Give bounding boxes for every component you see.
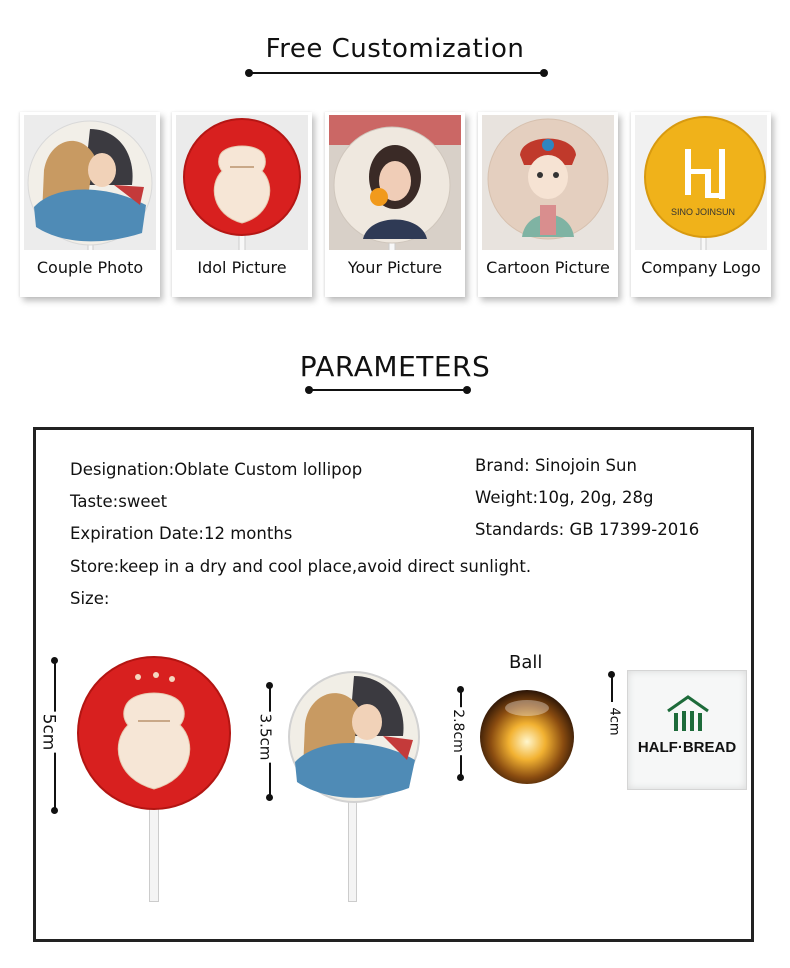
param-store: Store:keep in a dry and cool place,avoid direct sunlight. [70,557,532,576]
cartoon-picture-image [482,115,614,250]
square-candy-image [627,670,747,790]
card-idol-picture[interactable] [172,112,312,297]
param-expiration: Expiration Date:12 months [70,524,293,543]
square-logo-text: HALF·BREAD [637,739,737,756]
card-company-logo[interactable] [631,112,771,297]
lollipop-stick [149,800,159,902]
dimension-dot [266,794,273,801]
ball-label: Ball [509,652,543,673]
lollipop-stick [348,790,357,902]
param-taste: Taste:sweet [70,492,168,511]
param-designation: Designation:Oblate Custom lollipop [70,460,363,479]
card-label: Your Picture [347,258,443,277]
company-logo-image [635,115,767,250]
param-brand: Brand: Sinojoin Sun [475,456,637,475]
section-title-free-customization: Free Customization [265,34,525,64]
dimension-dot [51,807,58,814]
title-underline [309,389,467,391]
dimension-label-3-5cm: 3.5cm [256,713,275,761]
param-weight: Weight:10g, 20g, 28g [475,488,654,507]
title-underline [249,72,544,74]
card-label: Couple Photo [36,258,144,277]
idol-picture-image [176,115,308,250]
dimension-label-2-8cm: 2.8cm [449,709,466,753]
card-cartoon-picture[interactable] [478,112,618,297]
card-your-picture[interactable] [325,112,465,297]
your-picture-image [329,115,461,250]
card-label: Idol Picture [197,258,287,277]
card-couple-photo[interactable] [20,112,160,297]
dimension-dot [457,774,464,781]
card-label: Cartoon Picture [486,258,610,277]
medium-couple-lollipop-image [287,670,421,804]
dimension-line-4cm [611,674,613,702]
company-logo-text: SINO JOINSUN [670,207,735,217]
couple-photo-image [24,115,156,250]
ball-candy-image [478,688,576,786]
section-title-parameters: PARAMETERS [299,350,491,383]
param-standards: Standards: GB 17399-2016 [475,520,700,539]
card-label: Company Logo [641,258,761,277]
dimension-label-4cm: 4cm [606,707,622,736]
wheat-logo-icon [664,693,712,733]
large-red-lollipop-image [76,655,232,811]
dimension-label-5cm: 5cm [38,713,59,751]
param-size: Size: [70,589,110,608]
